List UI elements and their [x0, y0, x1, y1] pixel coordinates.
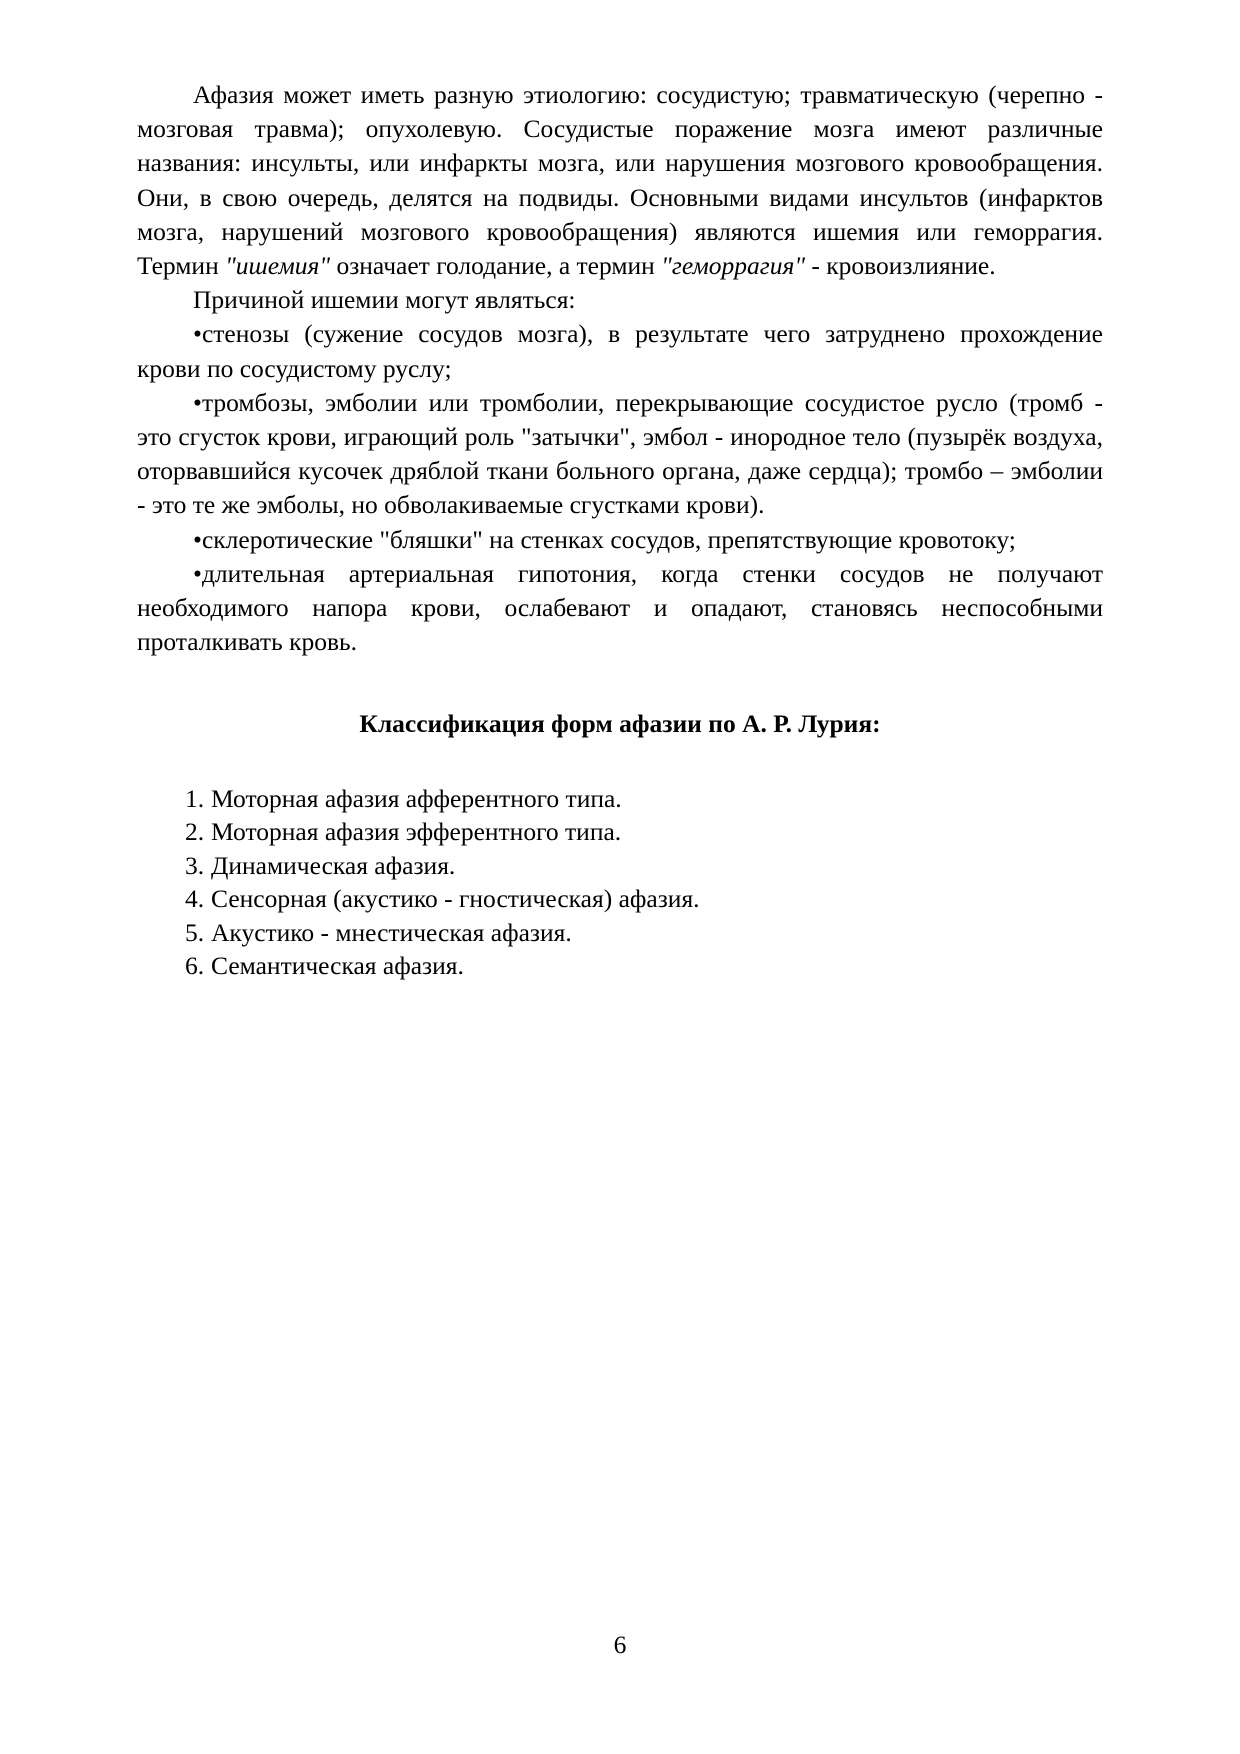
list-item-number: 5. — [185, 917, 205, 947]
list-item-number: 4. — [185, 884, 205, 914]
page-content — [137, 78, 1103, 983]
section-spacer — [137, 659, 1103, 707]
bullet-icon: • — [193, 558, 202, 588]
bullet-item-hypotension-text: длительная артериальная гипотония, когда стенки сосудов не получают необходимого напора крови, ослабевают и опадают, становясь неспособными проталкивать кровь. — [137, 558, 1103, 657]
list-item — [137, 782, 1103, 816]
list-item — [137, 882, 1103, 916]
bullet-item-hypotension — [137, 557, 1103, 660]
list-item-label: Акустико - мнестическая афазия. — [211, 917, 572, 947]
bullet-item-stenosis — [137, 317, 1103, 385]
section-heading-classification: Классификация форм афазии по А. Р. Лурия: — [359, 709, 881, 739]
bullet-item-stenosis-text: стенозы (сужение сосудов мозга), в результате чего затруднено прохождение крови по сосудистому руслу; — [137, 319, 1103, 383]
heading-spacer — [137, 742, 1103, 782]
bullet-icon: • — [193, 387, 202, 417]
list-item-label: Моторная афазия эфферентного типа. — [211, 817, 622, 847]
classification-list — [137, 782, 1103, 983]
list-item — [137, 849, 1103, 883]
page-number: 6 — [613, 1630, 627, 1659]
term-gemorragiya: "геморрагия" — [661, 251, 806, 281]
list-item-number: 1. — [185, 783, 205, 813]
bullet-icon: • — [193, 319, 202, 349]
list-item — [137, 916, 1103, 950]
list-item-label: Динамическая афазия. — [211, 850, 456, 880]
list-item-label: Моторная афазия афферентного типа. — [211, 783, 622, 813]
list-item — [137, 949, 1103, 983]
etiology-text-part-1: Афазия может иметь разную этиологию: сосудистую; травматическую (черепно - мозговая травма); опухолевую. Сосудистые поражение мозга имеют различные названия: инсульты, или инфаркты мозга, или нарушения мозгового кровообращения. Они, в свою очередь, делятся на подвиды. Основными видами инсультов (инфарктов мозга, нарушений мозгового кровообращения) являются ишемия или геморрагия. Термин — [137, 80, 1103, 281]
bullet-item-thrombosis — [137, 386, 1103, 523]
bullet-icon: • — [193, 524, 202, 554]
list-item-number: 6. — [185, 951, 205, 981]
list-item — [137, 815, 1103, 849]
lead-in-ischemia-causes: Причиной ишемии могут являться: — [193, 285, 576, 315]
list-item-number: 2. — [185, 817, 205, 847]
bullet-item-thrombosis-text: тромбозы, эмболии или тромболии, перекрывающие сосудистое русло (тромб - это сгусток крови, играющий роль "затычки", эмбол - инородное тело (пузырёк воздуха, оторвавшийся кусочек дряблой ткани больного органа, даже сердца); тромбо – эмболии - это те же эмболы, но обволакиваемые сгустками крови). — [137, 387, 1103, 520]
bullet-item-plaques-text: склеротические "бляшки" на стенках сосудов, препятствующие кровотоку; — [201, 524, 1016, 554]
list-item-number: 3. — [185, 850, 205, 880]
paragraph-etiology — [137, 78, 1103, 283]
etiology-text-part-2: означает голодание, а термин — [330, 251, 662, 281]
list-item-label: Семантическая афазия. — [211, 951, 464, 981]
term-ishemiya: "ишемия" — [225, 251, 331, 281]
list-item-label: Сенсорная (акустико - гностическая) афазия. — [211, 884, 700, 914]
etiology-text-part-3: - кровоизлияние. — [805, 251, 996, 281]
bullet-item-plaques — [137, 523, 1103, 557]
